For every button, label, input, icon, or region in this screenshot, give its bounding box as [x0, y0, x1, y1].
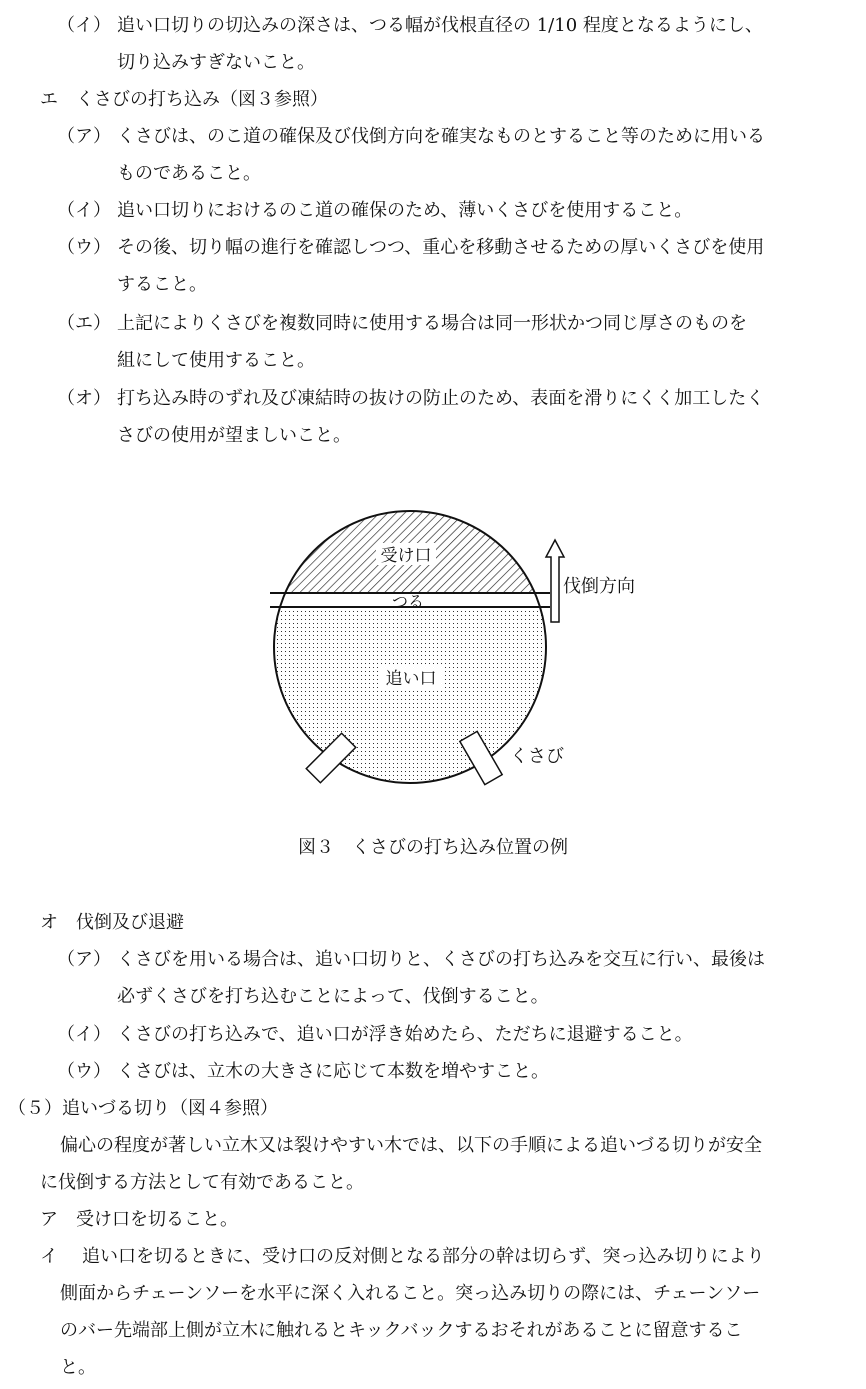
section-e-heading: エ くさびの打ち込み（図３参照）: [40, 89, 328, 110]
item-i-cut-depth: [57, 7, 847, 81]
item-text-line: くさびの打ち込みで、追い口が浮き始めたら、ただちに退避すること。: [117, 1024, 693, 1045]
item-text-line: さびの使用が望ましいこと。: [117, 425, 351, 446]
direction-label: 伐倒方向: [563, 576, 635, 597]
item-e-o: [57, 380, 847, 454]
item-text-line: くさびを用いる場合は、追い口切りと、くさびの打ち込みを交互に行い、最後は: [117, 949, 765, 970]
section-5-item-i: [40, 1238, 850, 1386]
item-text-line: 側面からチェーンソーを水平に深く入れること。突っ込み切りの際には、チェーンソー: [60, 1283, 761, 1304]
section-5-item-a: ア 受け口を切ること。: [40, 1209, 238, 1230]
item-label: イ: [40, 1246, 58, 1267]
item-text-line: 追い口切りにおけるのこ道の確保のため、薄いくさびを使用すること。: [117, 200, 693, 221]
item-label: （イ）: [57, 1024, 111, 1045]
item-text-line: と。: [60, 1357, 96, 1378]
item-text-line: すること。: [117, 274, 207, 295]
kusabi-label: くさび: [510, 746, 564, 767]
item-text-line: ものであること。: [117, 163, 261, 184]
tsuru-label: つる: [391, 592, 425, 611]
item-text-line: 組にして使用すること。: [117, 350, 315, 371]
item-label: （ウ）: [57, 1061, 111, 1082]
oiguchi-region: [270, 607, 550, 787]
item-label: （ア）: [57, 949, 111, 970]
item-e-i: [57, 192, 847, 229]
item-e-e: [57, 305, 847, 379]
felling-direction-arrow: [546, 540, 564, 622]
item-o-i: [57, 1016, 847, 1053]
figure-3-caption: 図３ くさびの打ち込み位置の例: [298, 837, 568, 858]
item-text-line: 上記によりくさびを複数同時に使用する場合は同一形状かつ同じ厚さのものを: [117, 313, 747, 334]
item-text-line: 打ち込み時のずれ及び凍結時の抜けの防止のため、表面を滑りにくく加工したく: [117, 388, 765, 409]
item-text-line: 追い口切りの切込みの深さは、つる幅が伐根直径の 1/10 程度となるようにし、: [117, 15, 763, 36]
item-o-a: [57, 941, 847, 1015]
section-o-heading: オ 伐倒及び退避: [40, 912, 184, 933]
item-label: （イ）: [57, 200, 111, 221]
section-5-intro-line: に伐倒する方法として有効であること。: [40, 1172, 364, 1193]
item-o-u: [57, 1053, 847, 1090]
item-label: （ウ）: [57, 237, 111, 258]
item-label: （オ）: [57, 388, 111, 409]
item-text-line: くさびは、のこ道の確保及び伐倒方向を確実なものとすること等のために用いる: [117, 126, 765, 147]
item-text-line: 必ずくさびを打ち込むことによって、伐倒すること。: [117, 986, 549, 1007]
item-text-line: その後、切り幅の進行を確認しつつ、重心を移動させるための厚いくさびを使用: [117, 237, 765, 258]
item-text-line: のバー先端部上側が立木に触れるとキックバックするおそれがあることに留意するこ: [60, 1320, 743, 1341]
section-5-heading: （５）追いづる切り（図４参照）: [8, 1098, 278, 1119]
figure-3-wedge-diagram: [0, 510, 866, 810]
item-e-u: [57, 229, 847, 303]
item-label: （エ）: [57, 313, 111, 334]
item-label: （ア）: [57, 126, 111, 147]
item-label: （イ）: [57, 15, 111, 36]
ukeguchi-label: 受け口: [380, 546, 432, 566]
item-text-line: 追い口を切るときに、受け口の反対側となる部分の幹は切らず、突っ込み切りにより: [82, 1246, 765, 1267]
oiguchi-label: 追い口: [385, 669, 437, 689]
item-text-line: 切り込みすぎないこと。: [117, 52, 315, 73]
item-e-a: [57, 118, 847, 192]
item-text-line: くさびは、立木の大きさに応じて本数を増やすこと。: [117, 1061, 549, 1082]
section-5-intro-line: 偏心の程度が著しい立木又は裂けやすい木では、以下の手順による追いづる切りが安全: [60, 1135, 762, 1156]
